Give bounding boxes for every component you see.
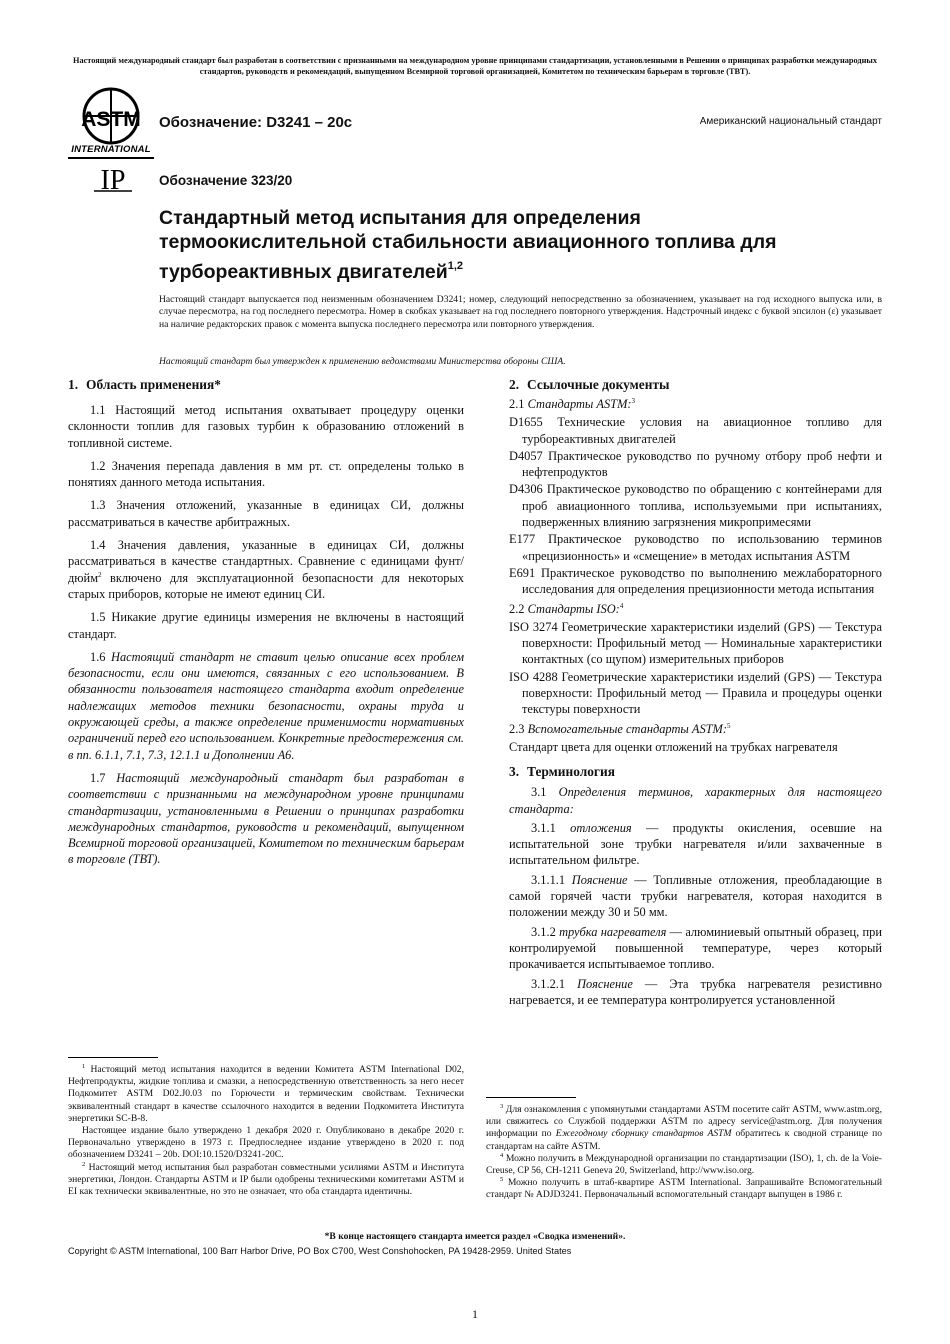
para-1-1: 1.1 Настоящий метод испытания охватывает процедуру оценки склонности топлив для газовых турбин к образованию отложений в топливной системе. xyxy=(68,403,464,450)
reference-item: D1655 Технические условия на авиационное топливо для турбореактивных двигателей xyxy=(509,415,882,446)
footnotes-right xyxy=(486,1104,882,1202)
ip-logo-icon xyxy=(92,165,134,193)
reference-item: Стандарт цвета для оценки отложений на трубках нагревателя xyxy=(509,739,838,754)
para-1-3: 1.3 Значения отложений, указанные в единицах СИ, должны рассматриваться в качестве арбитражных. xyxy=(68,498,464,529)
footnote-5: $^5$ Можно получить в штаб-квартире ASTM International. Запрашивайте Вспомогательный стандарт № ADJD3241. Первоначальный вспомогательный стандарт выпущен в 1986 г. xyxy=(486,1176,882,1201)
footnote-3: $^3$ Для ознакомления с упомянутыми стандартами ASTM посетите сайт ASTM, www.astm.org, или свяжитесь со Службой поддержки ASTM по адресу service@astm.org. Для получения информации по Ежегодному сборнику стандартов ASTM обратитесь к сводной странице по стандартам на сайте ASTM. xyxy=(486,1103,882,1152)
term-3-1-1-1: 3.1.1.1 Пояснение — Топливные отложения, преобладающие в самой горячей части трубки нагревателя, которая находится в положении между 30 и 50 мм. xyxy=(509,872,882,920)
national-standard-label: Американский национальный стандарт xyxy=(699,116,882,127)
footnote-rule-right xyxy=(486,1097,576,1098)
para-1-5: 1.5 Никакие другие единицы измерения не включены в настоящий стандарт. xyxy=(68,610,464,641)
section-3-heading: 3. Терминология xyxy=(509,764,615,780)
section-2-heading: 2. Ссылочные документы xyxy=(509,377,670,392)
footnote-2: $^2$ Настоящий метод испытания был разработан совместными усилиями ASTM и Института энергетики, Лондон. Стандарты ASTM и IP были одобрены техническими комитетами ASTM и EI как технически эквивалентные, но это не означает, что оба стандарта идентичны. xyxy=(68,1160,464,1198)
term-3-1-1: 3.1.1 отложения — продукты окисления, осевшие на испытательной зоне трубки нагревателя и/или захваченные в испытательном фильтре. xyxy=(509,820,882,868)
astm-logo-letters: ASTM xyxy=(81,108,141,131)
dod-approval-note: Настоящий стандарт был утвержден к применению ведомствами Министерства обороны США. xyxy=(159,356,566,367)
reference-item: D4057 Практическое руководство по ручному отбору проб нефти и нефтепродуктов xyxy=(509,448,882,480)
section-1-heading: 1. Область применения* xyxy=(68,377,221,392)
ip-logo-letters: IP xyxy=(100,165,126,193)
designation: Обозначение: D3241 – 20c xyxy=(159,114,353,131)
term-3-1-2-1: 3.1.2.1 Пояснение — Эта трубка нагревателя резистивно нагревается, и ее температура контролируется установленной xyxy=(509,976,882,1007)
intro-paragraph: Настоящий стандарт выпускается под неизменным обозначением D3241; номер, следующий непосредственно за обозначением, указывает на год исходного выпуска или, в случае пересмотра, на год последнего пересмотра. Номер в скобках указывает на год последнего повторного утверждения. Надстрочный индекс с буквой эпсилон (ε) указывает на наличие редакторских правок с момента выпуска последнего пересмотра или повторного утверждения. xyxy=(159,294,882,330)
footnote-4: $^4$ Можно получить в Международной организации по стандартизации (ISO), 1, ch. de la Voie-Creuse, CP 56, CH-1211 Geneva 20, Switzerland, http://www.iso.org. xyxy=(486,1151,882,1177)
subsection-2-3: 2.3 Вспомогательные стандарты ASTM:$^5$ xyxy=(509,721,731,736)
page-title: Стандартный метод испытания для определения термоокислительной стабильности авиационного топлива для турбореактивных двигателей$^{1,2}$ xyxy=(159,207,777,283)
footnotes-left xyxy=(68,1064,464,1198)
summary-of-changes-note: *В конце настоящего стандарта имеется раздел «Сводка изменений». xyxy=(324,1231,626,1242)
footnote-rule-left xyxy=(68,1057,158,1058)
astm-logo-word: INTERNATIONAL xyxy=(71,144,151,155)
subsection-2-1: 2.1 Стандарты ASTM:$^3$ xyxy=(509,397,636,411)
para-1-2: 1.2 Значения перепада давления в мм рт. ст. определены только в понятиях данного метода испытания. xyxy=(68,458,464,490)
para-1-6: 1.6 Настоящий стандарт не ставит целью описание всех проблем безопасности, если они имеются, связанных с его использованием. В обязанности пользователя настоящего стандарта входит определение надлежащих методов техники безопасности, охраны труда и окружающей среды, а также определение применимости нормативных ограничений перед его использованием. Конкретные предостережения см. в пп. 6.1.1, 7.1, 7.3, 12.1.1 и Дополнении А6. xyxy=(68,649,464,762)
logo-underline xyxy=(68,157,154,159)
term-3-1: 3.1 Определения терминов, характерных для настоящего стандарта: xyxy=(509,785,882,816)
page-number: 1 xyxy=(472,1307,478,1321)
adoption-notice: Настоящий международный стандарт был разработан в соответствии с признанными на международном уровне принципами стандартизации, установленными в Решении о принципах разработки международных стандартов, руководств и рекомендаций, выпущенном Всемирной торговой организацией, Комитетом по техническим барьерам в торговле (ТВТ). xyxy=(73,56,877,76)
para-1-7: 1.7 Настоящий международный стандарт был разработан в соответствии с признанными на международном уровне принципами стандартизации, установленными в Решении о принципах разработки международных стандартов, руководств и рекомендаций, выпущенном Всемирной торговой организацией, Комитетом по техническим барьерам в торговле (ТВТ). xyxy=(68,770,464,867)
right-column xyxy=(509,376,882,1011)
term-3-1-2: 3.1.2 трубка нагревателя — алюминиевый опытный образец, при контролируемой повышенной температуре, через который прокачивается испытываемое топливо. xyxy=(509,924,882,972)
para-1-4: 1.4 Значения давления, указанные в единицах СИ, должны рассматриваться в качестве стандартных. Сравнение с единицами фунт/дюйм$^2$ включено для эксплуатационной безопасности для некоторых старых приборов, которые не имеют единиц СИ. xyxy=(68,538,464,601)
reference-item: E691 Практическое руководство по выполнению межлабораторного исследования для определения прецизионности метода испытания xyxy=(509,565,882,597)
designation-ip: Обозначение 323/20 xyxy=(159,173,293,188)
reference-item: ISO 3274 Геометрические характеристики изделий (GPS) — Текстура поверхности: Профильный метод — Номинальные характеристики контактных (со щупом) измерительных приборов xyxy=(509,619,882,667)
footnote-1-edition: Настоящее издание было утверждено 1 декабря 2020 г. Опубликовано в декабре 2020 г. Первоначально утверждено в 1973 г. Предпоследнее издание утверждено в 2020 г. под обозначением D3241 – 20b. DOI:10.1520/D3241-20C. xyxy=(68,1125,464,1161)
subsection-2-2: 2.2 Стандарты ISO:$^4$ xyxy=(509,601,624,616)
title-footnote-ref: 1,2 xyxy=(447,260,464,272)
left-column xyxy=(68,376,464,875)
reference-item: ISO 4288 Геометрические характеристики изделий (GPS) — Текстура поверхности: Профильный метод — Правила и процедуры оценки текстуры поверхности xyxy=(509,669,882,717)
reference-item: E177 Практическое руководство по использованию терминов «прецизионность» и «смещение» в методах испытания ASTM xyxy=(509,532,882,563)
copyright-line: Copyright © ASTM International, 100 Barr Harbor Drive, PO Box C700, West Conshohocken, PA 19428-2959. United States xyxy=(68,1246,572,1256)
reference-item: D4306 Практическое руководство по обращению с контейнерами для проб авиационного топлива, используемыми при испытаниях, подверженных влиянию загрязнения микропримесями xyxy=(509,482,882,530)
footnote-1: $^1$ Настоящий метод испытания находится в ведении Комитета ASTM International D02, Нефтепродукты, жидкие топлива и смазки, а непосредственную ответственность за него несет Подкомитет ASTM D02.J0.03 по Горючести и термическим свойствам. Технически эквивалентный стандарт в качестве ссылочного находится в ведении Подкомитета Института энергетики SC-B-8. xyxy=(68,1063,464,1124)
